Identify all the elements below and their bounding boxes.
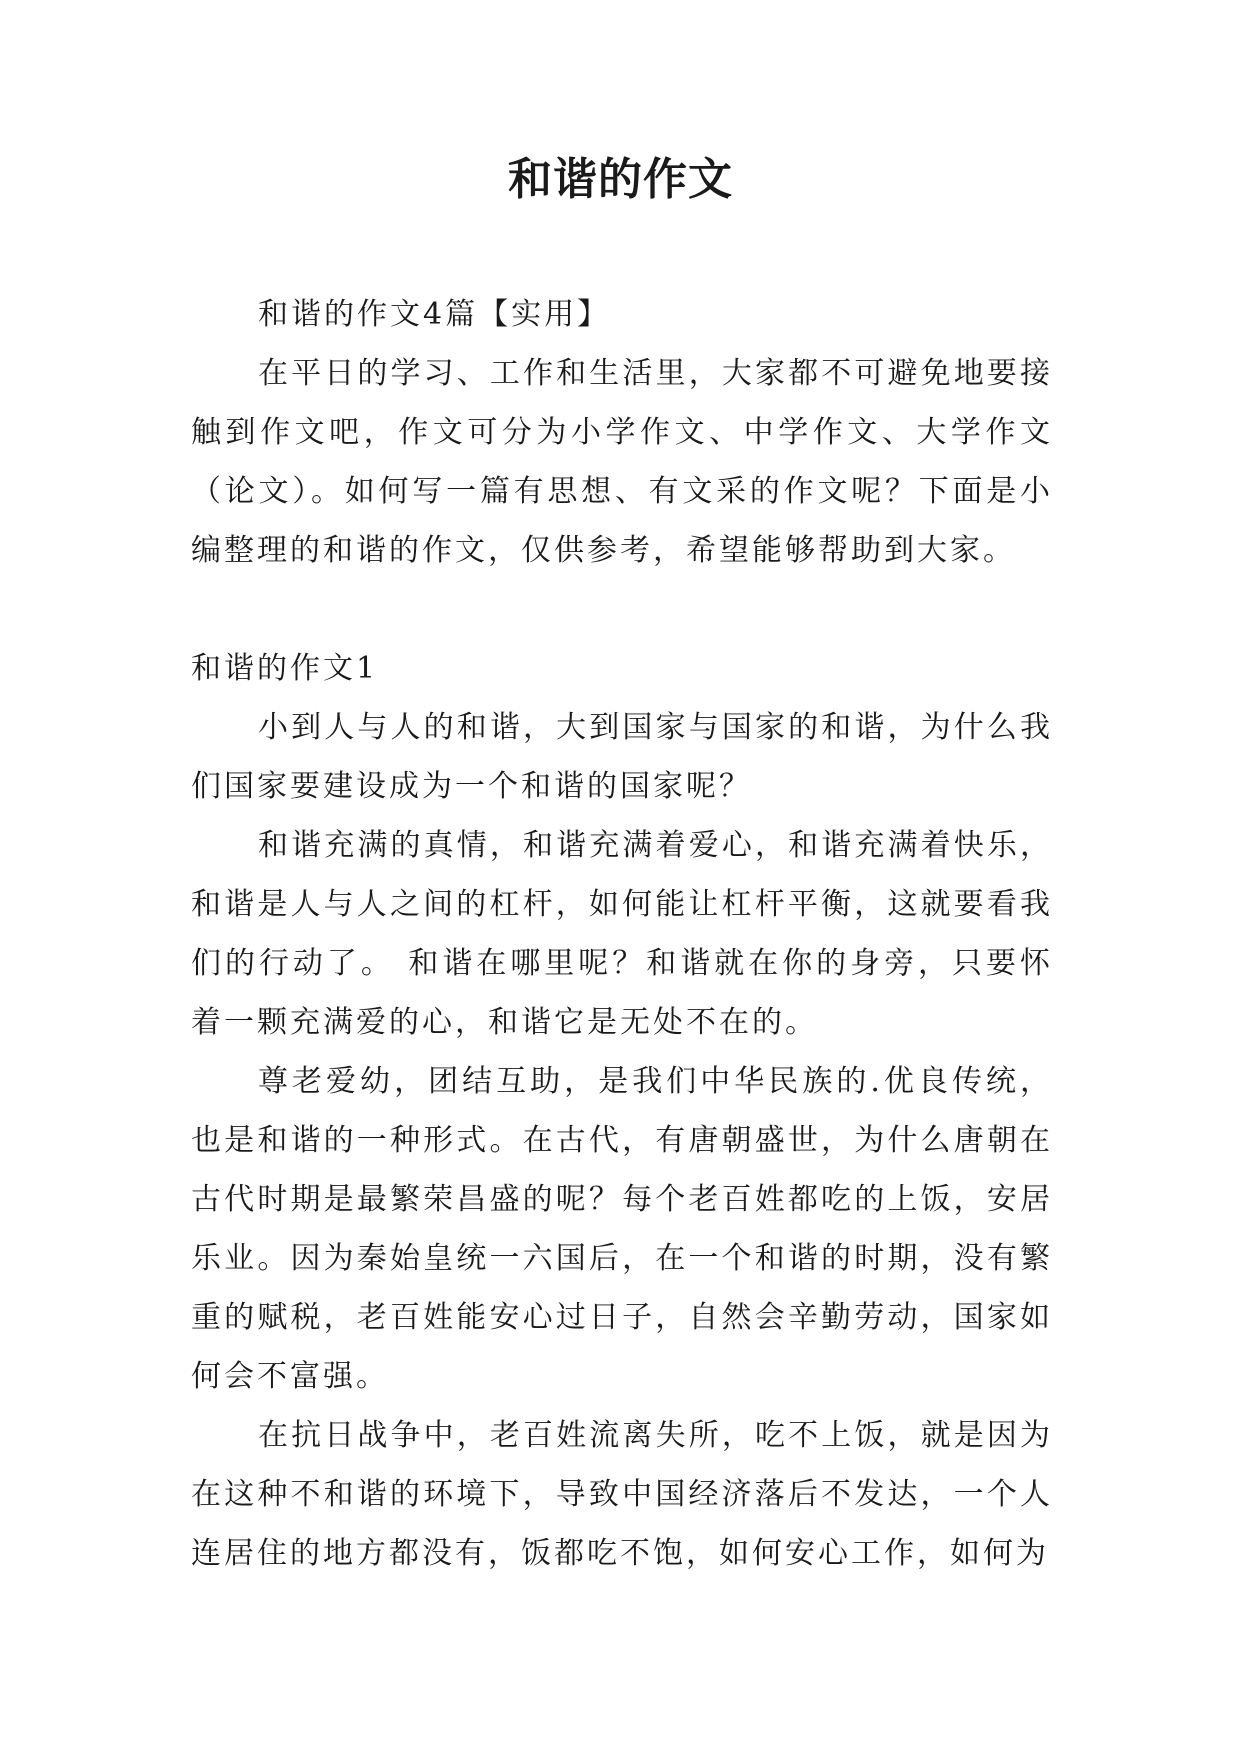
- section-spacer: [191, 580, 1053, 639]
- body-paragraph: 小到人与人的和谐，大到国家与国家的和谐，为什么我们国家要建设成为一个和谐的国家呢？: [191, 710, 1053, 804]
- document-subtitle: 和谐的作文4篇【实用】: [258, 297, 611, 332]
- body-paragraph: 在抗日战争中，老百姓流离失所，吃不上饭，就是因为在这种不和谐的环境下，导致中国经济落后不发达，一个人连居住的地方都没有，饭都吃不饱，如何安心工作，如何为: [191, 1418, 1053, 1571]
- document-title: 和谐的作文: [508, 154, 733, 205]
- section-heading: 和谐的作文1: [191, 651, 379, 686]
- body-paragraph: 和谐充满的真情，和谐充满着爱心，和谐充满着快乐，和谐是人与人之间的杠杆，如何能让杠杆平衡，这就要看我们的行动了。 和谐在哪里呢？和谐就在你的身旁，只要怀着一颗充满爱的心，和谐它是无处不在的。: [191, 828, 1053, 1040]
- body-paragraph: 尊老爱幼，团结互助，是我们中华民族的.优良传统，也是和谐的一种形式。在古代，有唐朝盛世，为什么唐朝在古代时期是最繁荣昌盛的呢？每个老百姓都吃的上饭，安居乐业。因为秦始皇统一六国后，在一个和谐的时期，没有繁重的赋税，老百姓能安心过日子，自然会辛勤劳动，国家如何会不富强。: [191, 1064, 1053, 1394]
- document-body: [191, 285, 1053, 1583]
- intro-paragraph: 在平日的学习、工作和生活里，大家都不可避免地要接触到作文吧，作文可分为小学作文、中学作文、大学作文（论文）。如何写一篇有思想、有文采的作文呢？下面是小编整理的和谐的作文，仅供参考，希望能够帮助到大家。: [191, 356, 1053, 568]
